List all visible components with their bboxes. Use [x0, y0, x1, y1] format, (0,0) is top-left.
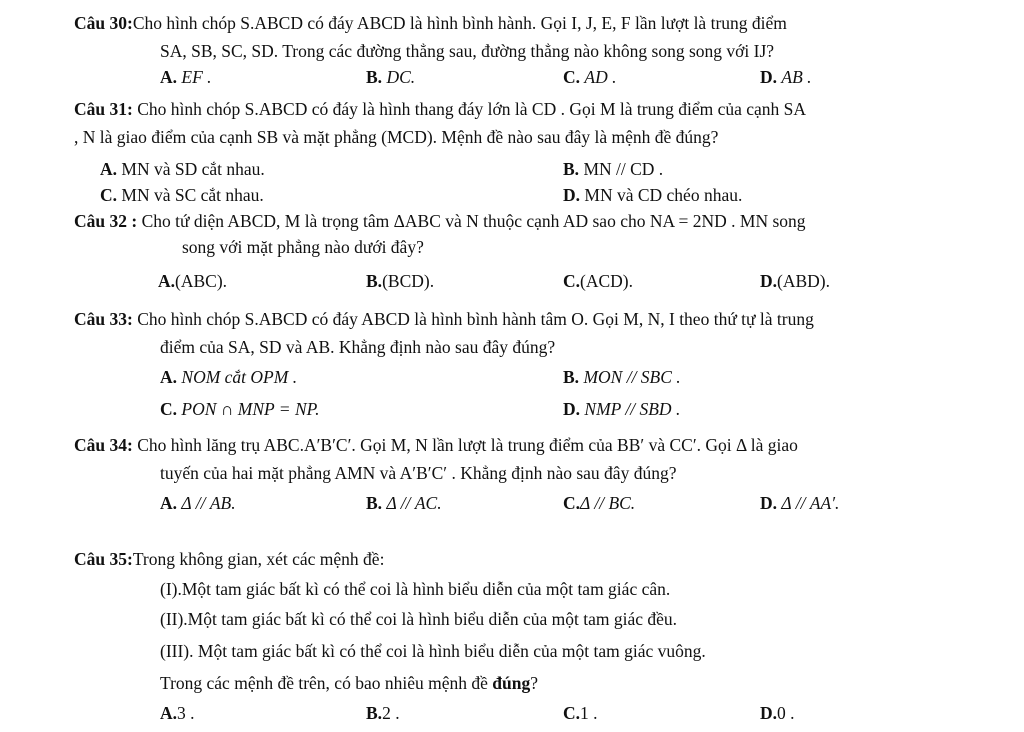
q33-option-d: D. NMP // SBD .: [563, 399, 681, 419]
q31-stem-line1: [74, 98, 806, 120]
q33-option-a: A. NOM cắt OPM .: [160, 367, 298, 387]
q31-text2: , N là giao điểm của cạnh SB và mặt phẳng (MCD). Mệnh đề nào sau đây là mệnh đề đúng?: [74, 127, 719, 147]
q30-option-d: D. AB .: [760, 67, 812, 87]
q34-label: Câu 34:: [74, 435, 133, 455]
q35-text1: Trong không gian, xét các mệnh đề:: [132, 549, 385, 569]
q30-label: Câu 30:: [74, 13, 133, 33]
q31-label: Câu 31:: [74, 99, 133, 119]
q31-option-a: A. MN và SD cắt nhau.: [100, 159, 265, 179]
q33-text2: điểm của SA, SD và AB. Khẳng định nào sau đây đúng?: [160, 337, 556, 357]
q34-text1: Cho hình lăng trụ ABC.A′B′C′. Gọi M, N lần lượt là trung điểm của BB′ và CC′. Gọi Δ là giao: [137, 435, 798, 455]
q33-label: Câu 33:: [74, 309, 133, 329]
q34-option-a: A. Δ // AB.: [160, 493, 236, 513]
q33-text1: Cho hình chóp S.ABCD có đáy ABCD là hình bình hành tâm O. Gọi M, N, I theo thứ tự là trung: [137, 309, 814, 329]
q32-option-b: B.(BCD).: [366, 271, 435, 291]
q33-stem-line1: [74, 308, 814, 330]
q31-text1: Cho hình chóp S.ABCD có đáy là hình thang đáy lớn là CD . Gọi M là trung điểm của cạnh SA: [137, 99, 807, 119]
q34-option-c: C.Δ // BC.: [563, 493, 636, 513]
q35-option-c: C.1 .: [563, 703, 598, 723]
q35-statement-2: (II).Một tam giác bất kì có thể coi là hình biểu diễn của một tam giác đều.: [160, 609, 678, 629]
q32-option-a: A.(ABC).: [158, 271, 228, 291]
q35-label: Câu 35:: [74, 549, 133, 569]
q30-option-a: A. EF .: [160, 67, 212, 87]
q31-option-b: B. MN // CD .: [563, 159, 664, 179]
q35-option-b: B.2 .: [366, 703, 400, 723]
q35-option-a: A.3 .: [160, 703, 195, 723]
q35-prompt: Trong các mệnh đề trên, có bao nhiêu mệnh đề đúng?: [160, 673, 538, 693]
q32-stem-line1: [74, 210, 806, 232]
q31-option-c: C. MN và SC cắt nhau.: [100, 185, 264, 205]
q35-statement-1: (I).Một tam giác bất kì có thể coi là hình biểu diễn của một tam giác cân.: [160, 579, 671, 599]
q30-option-c: C. AD .: [563, 67, 617, 87]
q32-text2: song với mặt phẳng nào dưới đây?: [182, 237, 424, 257]
q30-stem-line1: [74, 12, 787, 34]
q32-option-d: D.(ABD).: [760, 271, 830, 291]
q30-text1: Cho hình chóp S.ABCD có đáy ABCD là hình bình hành. Gọi I, J, E, F lần lượt là trung điểm: [132, 13, 787, 33]
q35-stem-line1: [74, 548, 384, 570]
q34-option-d: D. Δ // AA′.: [760, 493, 840, 513]
q34-option-b: B. Δ // AC.: [366, 493, 442, 513]
q32-text1: Cho tứ diện ABCD, M là trọng tâm ΔABC và N thuộc cạnh AD sao cho NA = 2ND . MN song: [141, 211, 806, 231]
q32-option-c: C.(ACD).: [563, 271, 633, 291]
q34-stem-line1: [74, 434, 798, 456]
q30-option-b: B. DC.: [366, 67, 416, 87]
q31-option-d: D. MN và CD chéo nhau.: [563, 185, 743, 205]
q35-statement-3: (III). Một tam giác bất kì có thể coi là hình biểu diễn của một tam giác vuông.: [160, 641, 706, 661]
q33-option-b: B. MON // SBC .: [563, 367, 681, 387]
q35-option-d: D.0 .: [760, 703, 795, 723]
q33-option-c: C. PON ∩ MNP = NP.: [160, 399, 320, 419]
q32-label: Câu 32 :: [74, 211, 138, 231]
q30-text2: SA, SB, SC, SD. Trong các đường thẳng sau, đường thẳng nào không song song với IJ?: [160, 41, 775, 61]
q34-text2: tuyến của hai mặt phẳng AMN và A′B′C′ . Khẳng định nào sau đây đúng?: [160, 463, 677, 483]
